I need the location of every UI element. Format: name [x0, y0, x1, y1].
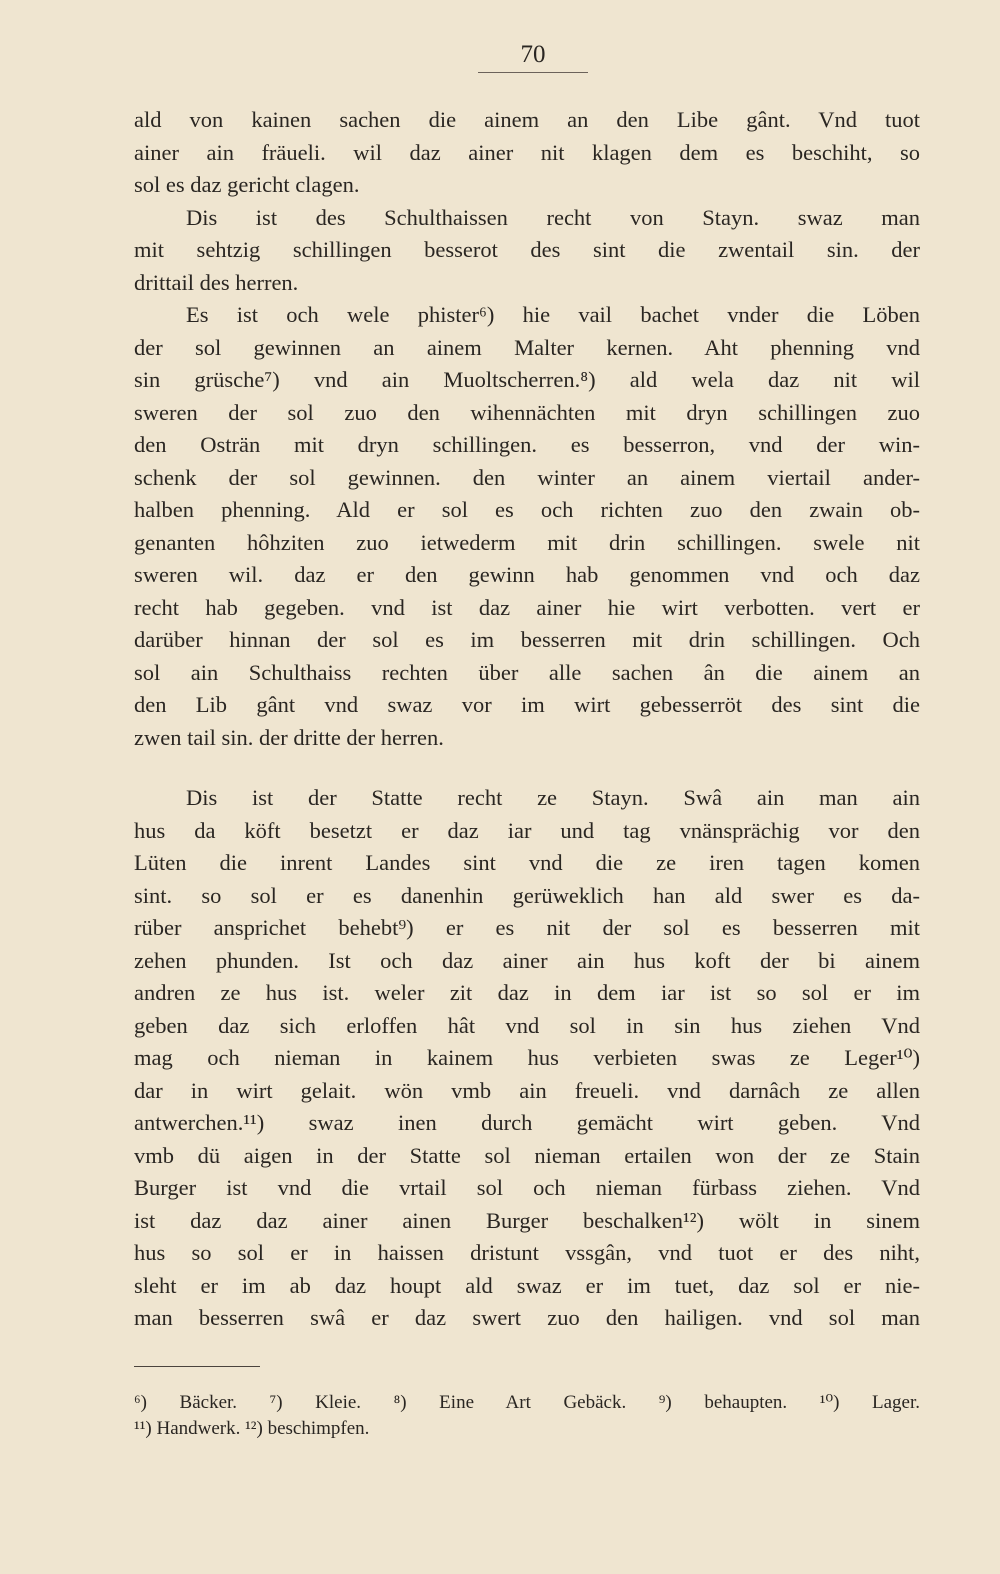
text-line: Lüten die inrent Landes sint vnd die ze iren tagen komen	[134, 850, 920, 875]
footnote-divider	[134, 1366, 260, 1367]
text-line: hus da köft besetzt er daz iar und tag vnänsprächig vor den	[134, 817, 920, 843]
paragraph-1	[134, 104, 920, 202]
text-line: mag och nieman in kainem hus verbieten swas ze Leger¹⁰)	[134, 1045, 920, 1070]
text-line: man besserren swâ er daz swert zuo den hailigen. vnd sol man	[134, 1305, 920, 1330]
paragraph-3	[134, 299, 920, 754]
text-line: recht hab gegeben. vnd ist daz ainer hie wirt verbotten. vert er	[134, 594, 920, 620]
text-line: Es ist och wele phister⁶) hie vail bachet vnder die Löben	[186, 302, 920, 327]
text-line: sweren wil. daz er den gewinn hab genommen vnd och daz	[134, 562, 920, 587]
paragraph-4	[134, 782, 920, 1335]
text-line: ald von kainen sachen die ainem an den Libe gânt. Vnd tuot	[134, 107, 920, 132]
footnote-line: ¹¹) Handwerk. ¹²) beschimpfen.	[134, 1418, 370, 1439]
text-line: den Osträn mit dryn schillingen. es besserron, vnd der win-	[134, 432, 920, 457]
page-number: 70	[478, 40, 588, 73]
text-line: zehen phunden. Ist och daz ainer ain hus koft der bi ainem	[134, 947, 920, 973]
text-line: sint. so sol er es danenhin gerüweklich han ald swer es da-	[134, 882, 920, 908]
text-line: sleht er im ab daz houpt ald swaz er im tuet, daz sol er nie-	[134, 1272, 920, 1298]
text-line: der sol gewinnen an ainem Malter kernen. Aht phenning vnd	[134, 334, 920, 360]
text-line: halben phenning. Ald er sol es och richten zuo den zwain ob-	[134, 497, 920, 522]
text-line: mit sehtzig schillingen besserot des sint die zwentail sin. der	[134, 237, 920, 262]
text-line: genanten hôhziten zuo ietwederm mit drin schillingen. swele nit	[134, 529, 920, 555]
text-line: ainer ain fräueli. wil daz ainer nit klagen dem es beschiht, so	[134, 139, 920, 165]
text-line: hus so sol er in haissen dristunt vssgân, vnd tuot er des niht,	[134, 1240, 920, 1265]
paragraph-gap	[134, 754, 920, 782]
text-line: antwerchen.¹¹) swaz inen durch gemächt wirt geben. Vnd	[134, 1110, 920, 1135]
text-line: Burger ist vnd die vrtail sol och nieman fürbass ziehen. Vnd	[134, 1175, 920, 1200]
footnotes	[134, 1390, 920, 1442]
text-line: geben daz sich erloffen hât vnd sol in sin hus ziehen Vnd	[134, 1012, 920, 1038]
text-line: zwen tail sin. der dritte der herren.	[134, 724, 444, 750]
text-line: andren ze hus ist. weler zit daz in dem iar ist so sol er im	[134, 980, 920, 1005]
text-line: drittail des herren.	[134, 269, 299, 295]
text-line: Dis ist des Schulthaissen recht von Stayn. swaz man	[186, 204, 920, 230]
text-line: sol ain Schulthaiss rechten über alle sachen ân die ainem an	[134, 659, 920, 685]
text-line: dar in wirt gelait. wön vmb ain freueli. vnd darnâch ze allen	[134, 1077, 920, 1103]
footnote-line: ⁶) Bäcker. ⁷) Kleie. ⁸) Eine Art Gebäck. ⁹) behaupten. ¹⁰) Lager.	[134, 1392, 920, 1413]
text-line: sin grüsche⁷) vnd ain Muoltscherren.⁸) ald wela daz nit wil	[134, 367, 920, 392]
text-line: darüber hinnan der sol es im besserren mit drin schillingen. Och	[134, 627, 920, 652]
text-line: ist daz daz ainer ainen Burger beschalken¹²) wölt in sinem	[134, 1207, 920, 1233]
body-text	[134, 104, 920, 1335]
text-line: Dis ist der Statte recht ze Stayn. Swâ ain man ain	[186, 785, 920, 810]
text-line: vmb dü aigen in der Statte sol nieman ertailen won der ze Stain	[134, 1142, 920, 1168]
text-line: schenk der sol gewinnen. den winter an ainem viertail ander-	[134, 464, 920, 490]
text-line: sweren der sol zuo den wihennächten mit dryn schillingen zuo	[134, 399, 920, 425]
paragraph-2	[134, 202, 920, 300]
text-line: rüber ansprichet behebt⁹) er es nit der sol es besserren mit	[134, 915, 920, 940]
text-line: den Lib gânt vnd swaz vor im wirt gebesserröt des sint die	[134, 692, 920, 717]
text-line: sol es daz gericht clagen.	[134, 172, 360, 197]
